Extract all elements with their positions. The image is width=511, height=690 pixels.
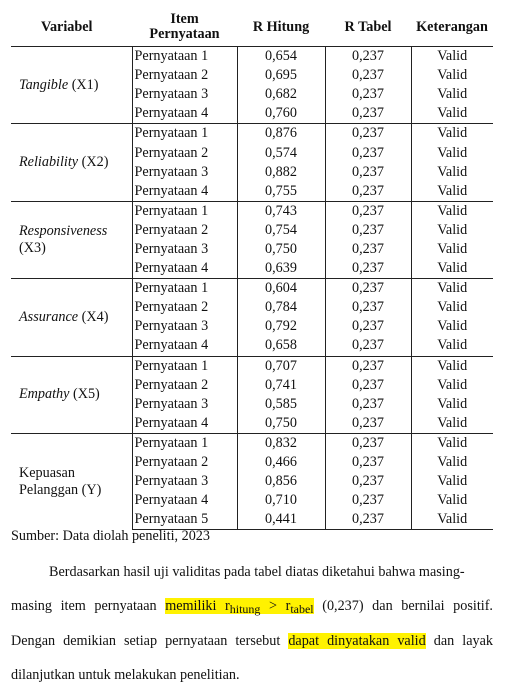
keterangan-cell: Valid bbox=[411, 104, 493, 124]
highlight-valid-statement: dapat dinyatakan valid bbox=[288, 633, 426, 649]
variable-name: Assurance (X4) bbox=[11, 279, 132, 356]
r-hitung-cell: 0,856 bbox=[237, 472, 325, 491]
r-hitung-cell: 0,792 bbox=[237, 317, 325, 336]
validity-table bbox=[11, 8, 493, 530]
item-cell: Pernyataan 5 bbox=[132, 510, 237, 530]
r-tabel-cell: 0,237 bbox=[325, 182, 411, 202]
r-hitung-cell: 0,784 bbox=[237, 298, 325, 317]
r-hitung-cell: 0,466 bbox=[237, 453, 325, 472]
r-tabel-cell: 0,237 bbox=[325, 104, 411, 124]
item-cell: Pernyataan 2 bbox=[132, 453, 237, 472]
item-cell: Pernyataan 3 bbox=[132, 317, 237, 336]
keterangan-cell: Valid bbox=[411, 259, 493, 279]
r-hitung-cell: 0,876 bbox=[237, 124, 325, 144]
keterangan-cell: Valid bbox=[411, 491, 493, 510]
r-tabel-cell: 0,237 bbox=[325, 259, 411, 279]
r-tabel-cell: 0,237 bbox=[325, 163, 411, 182]
keterangan-cell: Valid bbox=[411, 66, 493, 85]
keterangan-cell: Valid bbox=[411, 433, 493, 453]
r-hitung-cell: 0,743 bbox=[237, 201, 325, 221]
keterangan-cell: Valid bbox=[411, 124, 493, 144]
r-hitung-cell: 0,574 bbox=[237, 143, 325, 162]
item-cell: Pernyataan 4 bbox=[132, 414, 237, 434]
header-item: Item Pernyataan bbox=[132, 8, 237, 47]
r-hitung-cell: 0,710 bbox=[237, 491, 325, 510]
r-hitung-cell: 0,750 bbox=[237, 240, 325, 259]
r-tabel-cell: 0,237 bbox=[325, 376, 411, 395]
r-tabel-cell: 0,237 bbox=[325, 47, 411, 67]
table-row bbox=[11, 279, 493, 299]
keterangan-cell: Valid bbox=[411, 510, 493, 530]
r-tabel-cell: 0,237 bbox=[325, 336, 411, 356]
r-hitung-cell: 0,741 bbox=[237, 376, 325, 395]
r-hitung-cell: 0,754 bbox=[237, 221, 325, 240]
r-tabel-cell: 0,237 bbox=[325, 414, 411, 434]
r-hitung-cell: 0,639 bbox=[237, 259, 325, 279]
highlight-r-comparison: memiliki $r_{hitung} > r_{tabel}$ bbox=[165, 598, 314, 616]
r-tabel-cell: 0,237 bbox=[325, 472, 411, 491]
r-hitung-cell: 0,604 bbox=[237, 279, 325, 299]
keterangan-cell: Valid bbox=[411, 182, 493, 202]
header-keterangan: Keterangan bbox=[411, 8, 493, 47]
r-hitung-cell: 0,658 bbox=[237, 336, 325, 356]
header-r-tabel: R Tabel bbox=[325, 8, 411, 47]
r-tabel-cell: 0,237 bbox=[325, 143, 411, 162]
table-row bbox=[11, 124, 493, 144]
header-variabel: Variabel bbox=[11, 8, 132, 47]
header-r-hitung: R Hitung bbox=[237, 8, 325, 47]
r-tabel-cell: 0,237 bbox=[325, 317, 411, 336]
item-cell: Pernyataan 2 bbox=[132, 66, 237, 85]
keterangan-cell: Valid bbox=[411, 298, 493, 317]
keterangan-cell: Valid bbox=[411, 395, 493, 414]
paragraph-line-4: dilanjutkan untuk melakukan penelitian. bbox=[11, 667, 240, 683]
r-tabel-cell: 0,237 bbox=[325, 356, 411, 376]
table-source-note: Sumber: Data diolah peneliti, 2023 bbox=[11, 528, 210, 544]
table-header-row bbox=[11, 8, 493, 47]
item-cell: Pernyataan 3 bbox=[132, 472, 237, 491]
r-hitung-cell: 0,707 bbox=[237, 356, 325, 376]
item-cell: Pernyataan 4 bbox=[132, 182, 237, 202]
table-row bbox=[11, 433, 493, 453]
keterangan-cell: Valid bbox=[411, 453, 493, 472]
variable-name: Reliability (X2) bbox=[11, 124, 132, 201]
keterangan-cell: Valid bbox=[411, 414, 493, 434]
item-cell: Pernyataan 2 bbox=[132, 298, 237, 317]
item-cell: Pernyataan 3 bbox=[132, 85, 237, 104]
item-cell: Pernyataan 3 bbox=[132, 163, 237, 182]
keterangan-cell: Valid bbox=[411, 240, 493, 259]
keterangan-cell: Valid bbox=[411, 472, 493, 491]
variable-name: Empathy (X5) bbox=[11, 356, 132, 433]
table-row bbox=[11, 47, 493, 67]
r-hitung-cell: 0,585 bbox=[237, 395, 325, 414]
keterangan-cell: Valid bbox=[411, 163, 493, 182]
r-tabel-cell: 0,237 bbox=[325, 240, 411, 259]
item-cell: Pernyataan 2 bbox=[132, 221, 237, 240]
item-cell: Pernyataan 1 bbox=[132, 279, 237, 299]
r-hitung-cell: 0,654 bbox=[237, 47, 325, 67]
r-tabel-cell: 0,237 bbox=[325, 298, 411, 317]
paragraph-line-2: masing item pernyataan memiliki $r_{hitung} > r_{tabel}$ (0,237) dan bernilai positif. bbox=[11, 598, 493, 616]
item-cell: Pernyataan 4 bbox=[132, 259, 237, 279]
r-tabel-cell: 0,237 bbox=[325, 66, 411, 85]
item-cell: Pernyataan 4 bbox=[132, 336, 237, 356]
variable-name: Responsiveness (X3) bbox=[11, 201, 132, 278]
r-tabel-cell: 0,237 bbox=[325, 453, 411, 472]
r-hitung-cell: 0,695 bbox=[237, 66, 325, 85]
r-tabel-cell: 0,237 bbox=[325, 201, 411, 221]
variable-name: Tangible (X1) bbox=[11, 47, 132, 124]
r-hitung-cell: 0,882 bbox=[237, 163, 325, 182]
item-cell: Pernyataan 1 bbox=[132, 201, 237, 221]
r-tabel-cell: 0,237 bbox=[325, 221, 411, 240]
item-cell: Pernyataan 2 bbox=[132, 376, 237, 395]
item-cell: Pernyataan 3 bbox=[132, 240, 237, 259]
r-hitung-cell: 0,832 bbox=[237, 433, 325, 453]
item-cell: Pernyataan 1 bbox=[132, 47, 237, 67]
item-cell: Pernyataan 3 bbox=[132, 395, 237, 414]
keterangan-cell: Valid bbox=[411, 376, 493, 395]
table-row bbox=[11, 356, 493, 376]
keterangan-cell: Valid bbox=[411, 279, 493, 299]
r-tabel-cell: 0,237 bbox=[325, 85, 411, 104]
paragraph-line-1: Berdasarkan hasil uji validitas pada tabel diatas diketahui bahwa masing- bbox=[49, 564, 465, 580]
r-tabel-cell: 0,237 bbox=[325, 124, 411, 144]
r-hitung-cell: 0,750 bbox=[237, 414, 325, 434]
keterangan-cell: Valid bbox=[411, 201, 493, 221]
r-tabel-cell: 0,237 bbox=[325, 395, 411, 414]
keterangan-cell: Valid bbox=[411, 221, 493, 240]
r-hitung-cell: 0,682 bbox=[237, 85, 325, 104]
keterangan-cell: Valid bbox=[411, 85, 493, 104]
item-cell: Pernyataan 2 bbox=[132, 143, 237, 162]
item-cell: Pernyataan 1 bbox=[132, 124, 237, 144]
r-hitung-cell: 0,441 bbox=[237, 510, 325, 530]
variable-name: Kepuasan Pelanggan (Y) bbox=[11, 433, 132, 529]
r-tabel-cell: 0,237 bbox=[325, 510, 411, 530]
r-tabel-cell: 0,237 bbox=[325, 279, 411, 299]
item-cell: Pernyataan 4 bbox=[132, 104, 237, 124]
keterangan-cell: Valid bbox=[411, 143, 493, 162]
keterangan-cell: Valid bbox=[411, 356, 493, 376]
r-hitung-cell: 0,760 bbox=[237, 104, 325, 124]
r-tabel-cell: 0,237 bbox=[325, 491, 411, 510]
keterangan-cell: Valid bbox=[411, 317, 493, 336]
keterangan-cell: Valid bbox=[411, 47, 493, 67]
item-cell: Pernyataan 4 bbox=[132, 491, 237, 510]
r-tabel-cell: 0,237 bbox=[325, 433, 411, 453]
item-cell: Pernyataan 1 bbox=[132, 433, 237, 453]
r-hitung-cell: 0,755 bbox=[237, 182, 325, 202]
item-cell: Pernyataan 1 bbox=[132, 356, 237, 376]
keterangan-cell: Valid bbox=[411, 336, 493, 356]
table-row bbox=[11, 201, 493, 221]
paragraph-line-3: Dengan demikian setiap pernyataan tersebut dapat dinyatakan valid dan layak bbox=[11, 633, 493, 649]
